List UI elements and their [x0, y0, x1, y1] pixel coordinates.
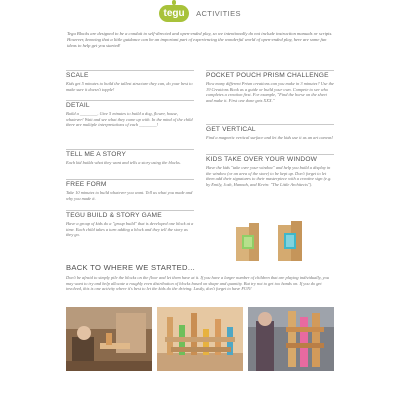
- intro-paragraph: Tegu Blocks are designed to be a conduit to self-directed and open-ended play, so we intentionally do not include instruction manuals or scripts. However, knowing that a little guidance can be an important part of experiencing the wonderful world of open-ended play, here are some fun ideas to help get you started!: [67, 31, 333, 49]
- section-title: POCKET POUCH PRISM CHALLENGE: [206, 70, 334, 80]
- section-scale: [66, 70, 194, 92]
- section-title: FREE FORM: [66, 179, 194, 189]
- block-structure-photo: [157, 307, 243, 371]
- section-body: Build a ________. Give 5 minutes to build a dog, flower, house, whatever! Wait and see what they come up with. In the mind of the child there are multiple interpretations of each ________!: [66, 111, 193, 128]
- section-body: Kids get 5 minutes to build the tallest structure they can, do your best to make sure it doesn't topple!: [66, 81, 193, 92]
- section-title: SCALE: [66, 70, 194, 80]
- block-figures-graphic: [226, 215, 318, 263]
- section-get-vertical: [206, 124, 334, 141]
- photo-strip: [66, 307, 334, 371]
- section-title: DETAIL: [66, 100, 194, 110]
- section-body: How many different Prism creations can you make in 3 minutes? Use the 19 Creations Book as a guide or build your own. Compete to see who completes a creation first. For example, "Find the horse on the sheet and make it. First one done gets XXX.": [206, 81, 334, 103]
- section-body: Have a group of kids do a "group build" that is developed one block at a time. Each child takes a turn adding a block and they tell the story as they go.: [66, 221, 194, 238]
- blocks-illustration: [226, 215, 318, 263]
- section-tegu-build-story-game: [66, 210, 194, 238]
- back-to-start-title: BACK TO WHERE WE STARTED...: [66, 263, 196, 272]
- green-block-highlight: [244, 237, 252, 247]
- section-body: Have the kids "take over your window" and help you build a display in the window (or an area of the store) to be kept up. Don't forget to let them add their signatures to their masterpiece with a creative sign (e.g. by Emily, Josh, Hannah, and Kevin: "The Little Architects").: [206, 165, 332, 187]
- teal-block-highlight: [286, 235, 294, 247]
- section-title: TEGU BUILD & STORY GAME: [66, 210, 194, 220]
- section-title: TELL ME A STORY: [66, 149, 194, 159]
- section-body: Find a magnetic vertical surface and let the kids use it as an art canvas!: [206, 135, 334, 140]
- back-to-start-body: Don't be afraid to simply pile the blocks on the floor and let them have at it. If you have a larger number of children that are playing individually, you may want to try and help allocate a roughly even distribution of blocks based on shape and quantity. But try not to get too hands on. If you do get involved, this is one activity where it's best to let the kids do the driving. Lastly, don't forget to have FUN!: [66, 275, 329, 292]
- section-tell-me-a-story: [66, 149, 194, 166]
- page-title: ACTIVITIES: [196, 8, 241, 18]
- section-pocket-pouch-prism: [206, 70, 334, 103]
- section-body: Each kid builds what they want and tells a story using the blocks.: [66, 160, 181, 165]
- section-kids-take-over-window: [206, 154, 334, 187]
- section-detail: [66, 100, 194, 128]
- tegu-logo: tegu: [159, 5, 189, 22]
- section-free-form: [66, 179, 194, 201]
- page-header: [0, 4, 400, 26]
- section-title: GET VERTICAL: [206, 124, 334, 134]
- children-building-photo: [66, 307, 152, 371]
- section-body: Take 10 minutes to build whatever you want. Tell us what you made and why you made it.: [66, 190, 193, 201]
- section-title: KIDS TAKE OVER YOUR WINDOW: [206, 154, 334, 164]
- tall-tower-photo: [248, 307, 334, 371]
